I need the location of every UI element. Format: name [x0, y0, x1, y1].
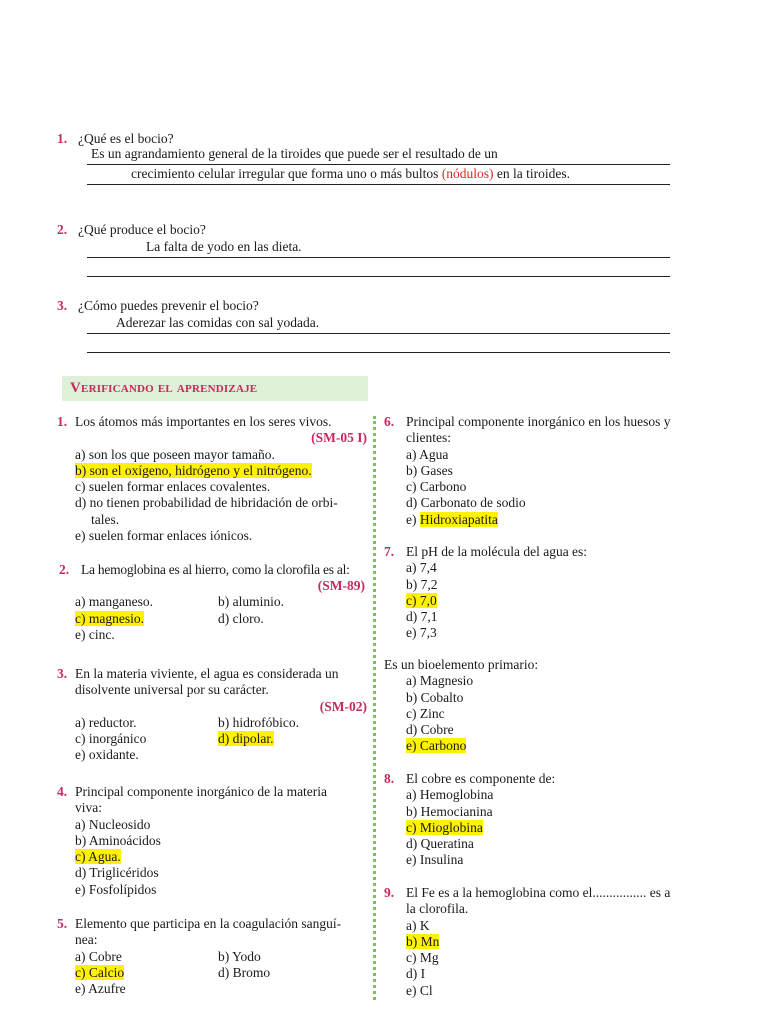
- question-text-cont: disolvente universal por su carácter.: [75, 682, 269, 698]
- option-e: e) Insulina: [406, 852, 464, 868]
- option-e-correct: Hidroxiapatita: [419, 511, 498, 527]
- mc-question-6: 6. Principal componente inorgánico en los huesos y clientes: a) Agua b) Gases c) Carbono d) Carbonato de sodio e) Hidroxiapatita: [384, 414, 704, 544]
- option-d: d) Cobre: [406, 722, 454, 738]
- question-number: 4.: [57, 784, 68, 799]
- option-d: d) 7,1: [406, 609, 438, 625]
- option-d: d) no tienen probabilidad de hibridación de orbi-: [75, 495, 338, 511]
- option-e: e) oxidante.: [75, 747, 139, 763]
- option-d: d) Queratina: [406, 836, 474, 852]
- option-c-correct: c) Calcio: [75, 964, 125, 980]
- answer-line: [87, 276, 670, 277]
- option-a: a) Hemoglobina: [406, 787, 494, 803]
- option-a: a) son los que poseen mayor tamaño.: [75, 446, 275, 462]
- question-number: 9.: [384, 885, 395, 900]
- option-c: c) suelen formar enlaces covalentes.: [75, 479, 271, 495]
- question-text: El Fe es a la hemoglobina como el................ es a: [406, 885, 671, 900]
- option-c-correct: c) Agua.: [75, 849, 121, 865]
- answer-line: [87, 352, 670, 353]
- mc-question-4: [57, 784, 367, 916]
- option-a: a) 7,4: [406, 560, 437, 576]
- question-text-cont: viva:: [75, 800, 102, 816]
- question-text: El pH de la molécula del agua es:: [406, 544, 588, 559]
- mc-question-3: [57, 666, 367, 782]
- option-d: d) I: [406, 966, 426, 982]
- option-c-correct: c) magnesio.: [75, 610, 144, 626]
- mc-question-5: [57, 916, 367, 1016]
- question-text: Elemento que participa en la coagulación sanguí-: [75, 916, 342, 931]
- question-text: ¿Qué produce el bocio?: [78, 222, 206, 237]
- source-tag: (SM-89): [317, 578, 365, 593]
- question-number: 1.: [57, 131, 68, 146]
- mc-question-8: [384, 771, 704, 885]
- source-tag: (SM-05 I): [311, 430, 367, 446]
- mc-question-2: [57, 562, 367, 663]
- source-tag: (SM-02): [319, 698, 367, 714]
- question-text: ¿Qué es el bocio?: [78, 131, 174, 146]
- option-c: c) Carbono: [406, 479, 467, 495]
- option-a: a) manganeso.: [75, 594, 153, 610]
- option-d-cont: tales.: [91, 511, 120, 527]
- mc-question-9: [384, 885, 704, 1001]
- option-a: a) Nucleosido: [75, 816, 151, 832]
- question-number: 1.: [57, 414, 68, 429]
- question-number: 3.: [57, 298, 68, 313]
- option-c: c) inorgánico: [75, 731, 147, 747]
- option-d: d) Bromo: [218, 964, 271, 980]
- question-number: 2.: [57, 222, 68, 237]
- option-b: b) hidrofóbico.: [218, 714, 299, 730]
- left-column: [57, 414, 367, 1005]
- answer-line: [87, 333, 670, 334]
- option-a: a) reductor.: [75, 714, 137, 730]
- option-a: a) Agua: [406, 446, 449, 462]
- question-text: En la materia viviente, el agua es considerada un: [75, 666, 339, 681]
- answer-line: [87, 257, 670, 258]
- option-e: e) suelen formar enlaces iónicos.: [75, 528, 253, 544]
- option-d: d) cloro.: [218, 610, 264, 626]
- option-b: b) Aminoácidos: [75, 832, 161, 848]
- question-text: Principal componente inorgánico de la materia: [75, 784, 328, 799]
- option-a: a) K: [406, 917, 430, 933]
- option-b-correct: b) Mn: [406, 933, 440, 949]
- option-a: a) Magnesio: [406, 673, 474, 689]
- answer-line: [87, 164, 670, 165]
- question-text: Los átomos más importantes en los seres vivos.: [75, 414, 332, 429]
- option-b-correct: b) son el oxígeno, hidrógeno y el nitrógeno.: [75, 462, 312, 478]
- section-title: Verificando el aprendizaje: [70, 380, 258, 396]
- option-b: b) Gases: [406, 462, 453, 478]
- option-c: c) Zinc: [406, 705, 445, 721]
- mc-question-1: [57, 414, 367, 556]
- question-number: 3.: [57, 666, 68, 681]
- column-divider: [373, 416, 376, 1000]
- option-d: d) Carbonato de sodio: [406, 495, 526, 511]
- option-c-correct: c) Mioglobina: [406, 819, 483, 835]
- question-number: 8.: [384, 771, 395, 786]
- mc-question-unnumbered: [384, 657, 704, 771]
- option-e: e) Cl: [406, 982, 433, 998]
- question-text: Principal componente inorgánico en los huesos y: [406, 414, 671, 429]
- question-number: 6.: [384, 414, 395, 429]
- option-e-correct: e) Carbono: [406, 738, 467, 754]
- option-a: a) Cobre: [75, 948, 122, 964]
- option-e: e) 7,3: [406, 625, 437, 641]
- highlighted-term: (nódulos): [441, 166, 494, 181]
- section-banner: [62, 376, 368, 401]
- option-b: b) aluminio.: [218, 594, 284, 610]
- option-d-correct: d) dipolar.: [218, 731, 274, 747]
- question-text: ¿Cómo puedes prevenir el bocio?: [78, 298, 259, 313]
- option-c: c) Mg: [406, 950, 439, 966]
- question-text-cont: la clorofila.: [406, 901, 469, 917]
- option-b: b) Yodo: [218, 948, 261, 964]
- question-number: 5.: [57, 916, 68, 931]
- answer-text: La falta de yodo en las dieta.: [146, 239, 302, 254]
- option-d: d) Triglicéridos: [75, 865, 159, 881]
- option-e: e) cinc.: [75, 626, 115, 642]
- answer-line: [87, 184, 670, 185]
- question-text-cont: clientes:: [406, 430, 451, 446]
- question-text: El cobre es componente de:: [406, 771, 556, 786]
- option-e: e) Azufre: [75, 981, 126, 997]
- question-number: 2.: [59, 562, 70, 577]
- option-b: b) 7,2: [406, 576, 438, 592]
- answer-text: crecimiento celular irregular que forma uno o más bultos (nódulos) en la tiroides.: [131, 166, 570, 181]
- option-c-correct: c) 7,0: [406, 592, 437, 608]
- answer-text: Aderezar las comidas con sal yodada.: [116, 315, 320, 330]
- mc-question-7: [384, 544, 704, 657]
- option-b: b) Cobalto: [406, 689, 464, 705]
- answer-text: Es un agrandamiento general de la tiroides que puede ser el resultado de un: [91, 146, 498, 161]
- question-text: Es un bioelemento primario:: [384, 657, 539, 672]
- option-e: e) Fosfolípidos: [75, 881, 157, 897]
- question-text: La hemoglobina es al hierro, como la clorofila es al:: [81, 562, 350, 577]
- option-b: b) Hemocianina: [406, 803, 493, 819]
- question-number: 7.: [384, 544, 395, 559]
- question-text-cont: nea:: [75, 932, 98, 948]
- right-column: [384, 414, 704, 1001]
